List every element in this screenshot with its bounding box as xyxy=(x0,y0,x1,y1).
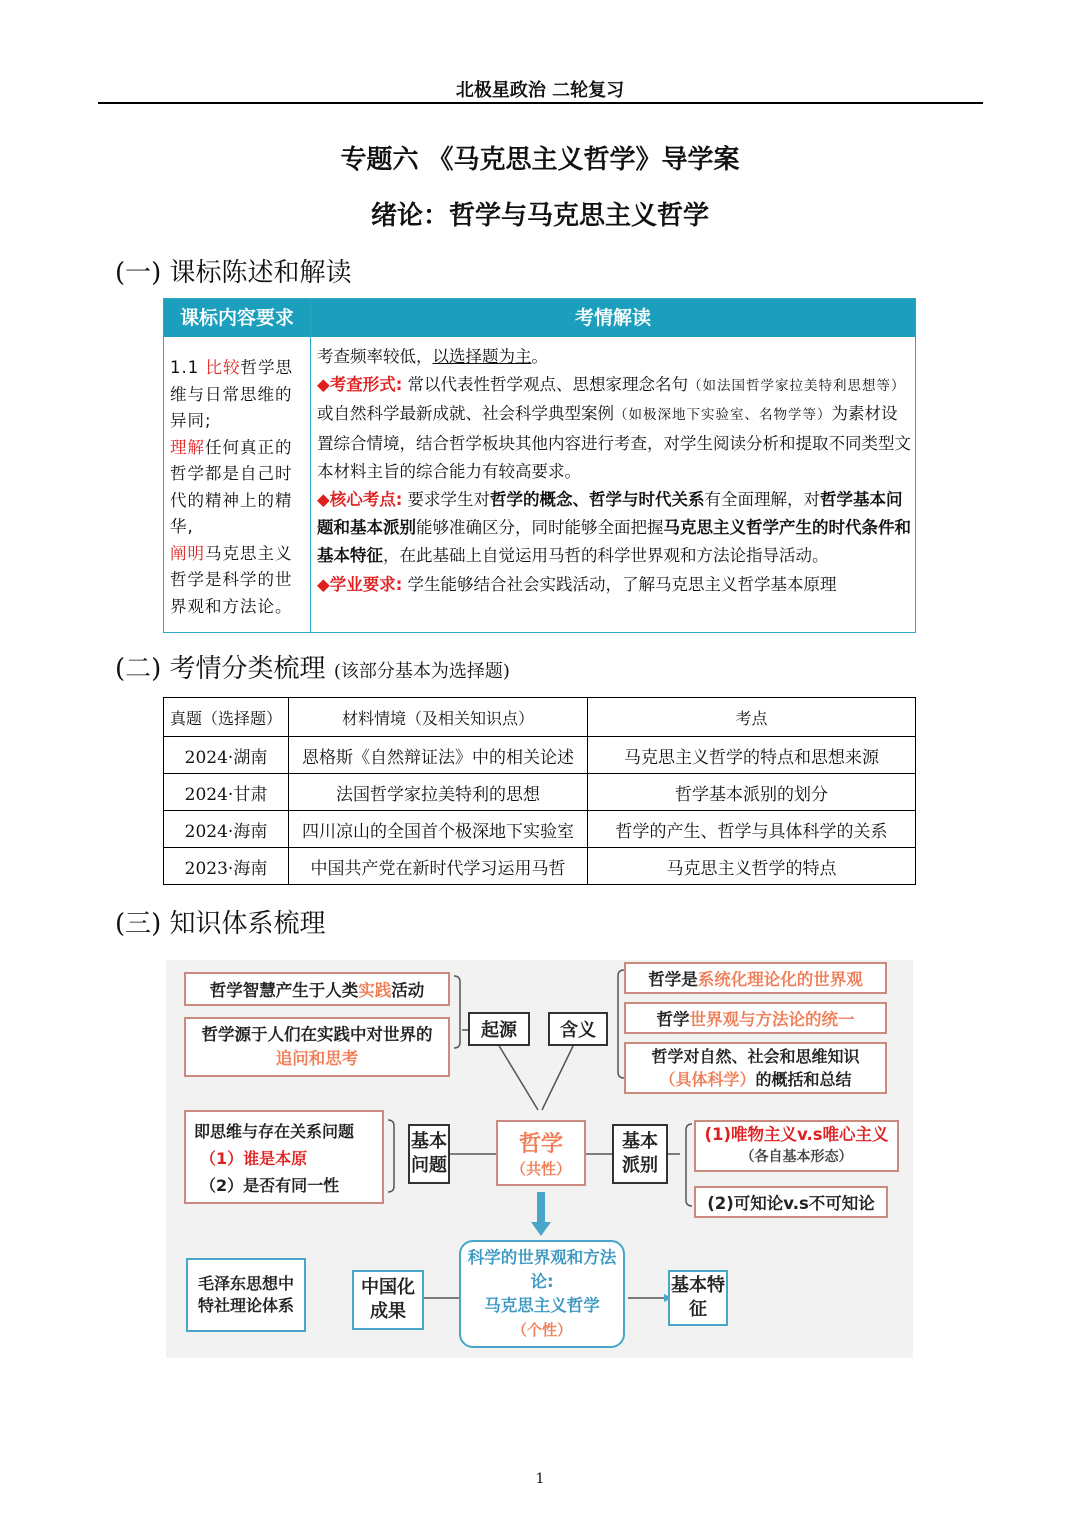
analysis-core xyxy=(317,486,912,571)
curriculum-header: 课标内容要求 xyxy=(164,299,310,337)
core-bold-2: 哲学基本问题和基本派别 xyxy=(317,490,903,538)
def1-text: 哲学是 xyxy=(648,970,698,989)
philosophy-title: 哲学 xyxy=(518,1132,563,1157)
table-cell: 2024·湖南 xyxy=(164,737,289,774)
req-text-2: 任何真正的哲学都是自己时代的精神上的精华, xyxy=(170,437,293,536)
col-header-exam: 真题（选择题） xyxy=(164,698,289,737)
origin1-end: 活动 xyxy=(391,981,425,1000)
req-verb-explain: 阐明 xyxy=(170,543,205,563)
page-number: 1 xyxy=(535,1471,545,1487)
origin1-highlight: 实践 xyxy=(358,981,392,1000)
page-subtitle: 绪论：哲学与马克思主义哲学 xyxy=(370,201,709,231)
marxism-individuality: （个性） xyxy=(511,1321,572,1339)
exam-analysis xyxy=(317,343,912,599)
req-verb-understand: 理解 xyxy=(170,437,205,457)
table-row xyxy=(164,737,916,774)
column-divider xyxy=(310,299,311,632)
req-text-1: 哲学思维与日常思维的异同; xyxy=(170,358,293,430)
def3-text: 哲学对自然、社会和思维知识 xyxy=(651,1047,860,1066)
page-title: 专题六 《马克思主义哲学》导学案 xyxy=(340,145,740,175)
table-cell: 四川凉山的全国首个极深地下实验室 xyxy=(289,811,588,848)
form-example-2: （如极深地下实验室、名物学等） xyxy=(614,407,832,424)
philosophy-center-box xyxy=(496,1120,586,1186)
bracket-basic-question xyxy=(388,1120,394,1192)
line-origin-philosophy xyxy=(498,1044,538,1110)
bq-item-1: （1）谁是本原 xyxy=(200,1149,308,1168)
table-header-row xyxy=(164,698,916,737)
table-cell: 恩格斯《自然辩证法》中的相关论述 xyxy=(289,737,588,774)
form-example-1: （如法国哲学家拉美特利思想等） xyxy=(688,378,906,395)
table-cell: 法国哲学家拉美特利的思想 xyxy=(289,774,588,811)
knowledge-diagram xyxy=(166,960,913,1358)
academic-text: 学生能够结合社会实践活动，了解马克思主义哲学基本原理 xyxy=(402,574,837,594)
table-cell: 马克思主义哲学的特点 xyxy=(588,848,916,885)
section-1-heading: (一) 课标陈述和解读 xyxy=(115,258,352,288)
core-bold-1: 哲学的概念、哲学与时代关系 xyxy=(490,490,705,510)
header-title: 北极星政治 二轮复习 xyxy=(455,80,625,101)
section-3-heading: (三) 知识体系梳理 xyxy=(115,909,326,939)
req-text-3: 马克思主义哲学是科学的世界观和方法论。 xyxy=(170,543,293,616)
bq-item-2: （2）是否有同一性 xyxy=(200,1176,340,1195)
table-cell: 哲学的产生、哲学与具体科学的关系 xyxy=(588,811,916,848)
marxism-line-1: 科学的世界观和方法论: xyxy=(467,1248,617,1291)
table-cell: 马克思主义哲学的特点和思想来源 xyxy=(588,737,916,774)
curriculum-requirements xyxy=(170,355,306,620)
core-label: ◆核心考点: xyxy=(317,490,403,510)
origin-practice-box xyxy=(184,972,450,1006)
table-cell: 哲学基本派别的划分 xyxy=(588,774,916,811)
basic-schools-label: 基本派别 xyxy=(612,1124,668,1184)
basic-question-label: 基本问题 xyxy=(408,1124,450,1184)
marxism-line-2: 马克思主义哲学 xyxy=(484,1296,600,1315)
freq-text: 考查频率较低， xyxy=(317,347,433,366)
table-cell: 2024·海南 xyxy=(164,811,289,848)
core-text-2: 有全面理解，对 xyxy=(704,490,821,510)
req-number: 1.1 xyxy=(170,358,206,377)
def3-end: 的概括和总结 xyxy=(755,1070,852,1089)
core-text-1: 要求学生对 xyxy=(402,490,491,510)
origin2-text: 哲学源于人们在实践中对世界的 xyxy=(201,1025,433,1044)
form-text-1: 常以代表性哲学观点、思想家理念名句 xyxy=(402,375,689,395)
section-2-title: (二) 考情分类梳理 xyxy=(115,654,326,684)
col-header-point: 考点 xyxy=(588,698,916,737)
basic-question-detail xyxy=(184,1110,384,1204)
def2-text: 哲学 xyxy=(656,1010,690,1029)
table-cell: 2024·甘肃 xyxy=(164,774,289,811)
school-1-sub: （各自基本形态） xyxy=(740,1149,853,1165)
analysis-frequency xyxy=(317,343,912,371)
table-cell: 2023·海南 xyxy=(164,848,289,885)
bq-title: 即思维与存在关系问题 xyxy=(194,1122,355,1141)
form-text-3: 为素材设置综合情境，结合哲学板块其他内容进行考查，对学生阅读分析和提取不同类型文本材料主旨的综合能力有较高要求。 xyxy=(317,404,911,481)
sinicization-box: 中国化成果 xyxy=(352,1270,424,1330)
def2-highlight: 世界观与方法论的统一 xyxy=(689,1010,855,1029)
line-meaning-philosophy xyxy=(542,1044,574,1110)
core-bold-3: 马克思主义哲学产生的时代条件和基本特征 xyxy=(317,518,911,566)
form-text-2: 或自然科学最新成就、社会科学典型案例 xyxy=(317,404,614,424)
analysis-header: 考情解读 xyxy=(311,299,915,337)
meaning-label: 含义 xyxy=(548,1012,608,1046)
origin2-highlight: 追问和思考 xyxy=(275,1049,359,1068)
section-2-note: (该部分基本为选择题) xyxy=(333,661,510,682)
definition-2-box xyxy=(624,1002,887,1034)
core-text-4: ，在此基础上自觉运用马哲的科学世界观和方法论指导活动。 xyxy=(383,546,829,566)
section-2-heading xyxy=(115,648,510,685)
analysis-academic xyxy=(317,571,912,599)
table-cell: 中国共产党在新时代学习运用马哲 xyxy=(289,848,588,885)
origin-label: 起源 xyxy=(468,1012,530,1046)
table-row xyxy=(164,774,916,811)
arrow-to-marxism xyxy=(531,1222,551,1236)
req-verb-compare: 比较 xyxy=(205,358,241,377)
curriculum-table xyxy=(163,298,916,633)
form-label: ◆考查形式: xyxy=(317,375,403,395)
bracket-origin xyxy=(454,976,460,1048)
academic-label: ◆学业要求: xyxy=(317,574,403,594)
freq-underlined: 以选择题为主 xyxy=(432,347,532,366)
core-text-3: 能够准确区分，同时能够全面把握 xyxy=(416,518,664,538)
bracket-schools xyxy=(686,1124,692,1206)
marxism-box xyxy=(459,1240,625,1348)
exam-table xyxy=(163,697,916,885)
origin1-text: 哲学智慧产生于人类 xyxy=(209,981,359,1000)
school-1-text: (1)唯物主义v.s唯心主义 xyxy=(704,1125,889,1144)
definition-3-box xyxy=(624,1042,887,1094)
analysis-form xyxy=(317,371,912,486)
def3-highlight: （具体科学） xyxy=(659,1070,756,1089)
definition-1-box xyxy=(624,962,887,994)
school-1-box xyxy=(694,1120,899,1172)
origin-inquiry-box xyxy=(184,1017,450,1077)
philosophy-commonality: （共性） xyxy=(510,1160,571,1178)
col-header-material: 材料情境（及相关知识点） xyxy=(289,698,588,737)
table-row xyxy=(164,848,916,885)
def1-highlight: 系统化理论化的世界观 xyxy=(697,970,863,989)
basic-features-box: 基本特征 xyxy=(668,1270,728,1326)
header-divider xyxy=(98,102,983,104)
school-2-box: (2)可知论v.s不可知论 xyxy=(694,1186,888,1218)
mao-thought-box: 毛泽东思想中特社理论体系 xyxy=(186,1258,306,1332)
freq-end: 。 xyxy=(531,347,548,366)
table-row xyxy=(164,811,916,848)
